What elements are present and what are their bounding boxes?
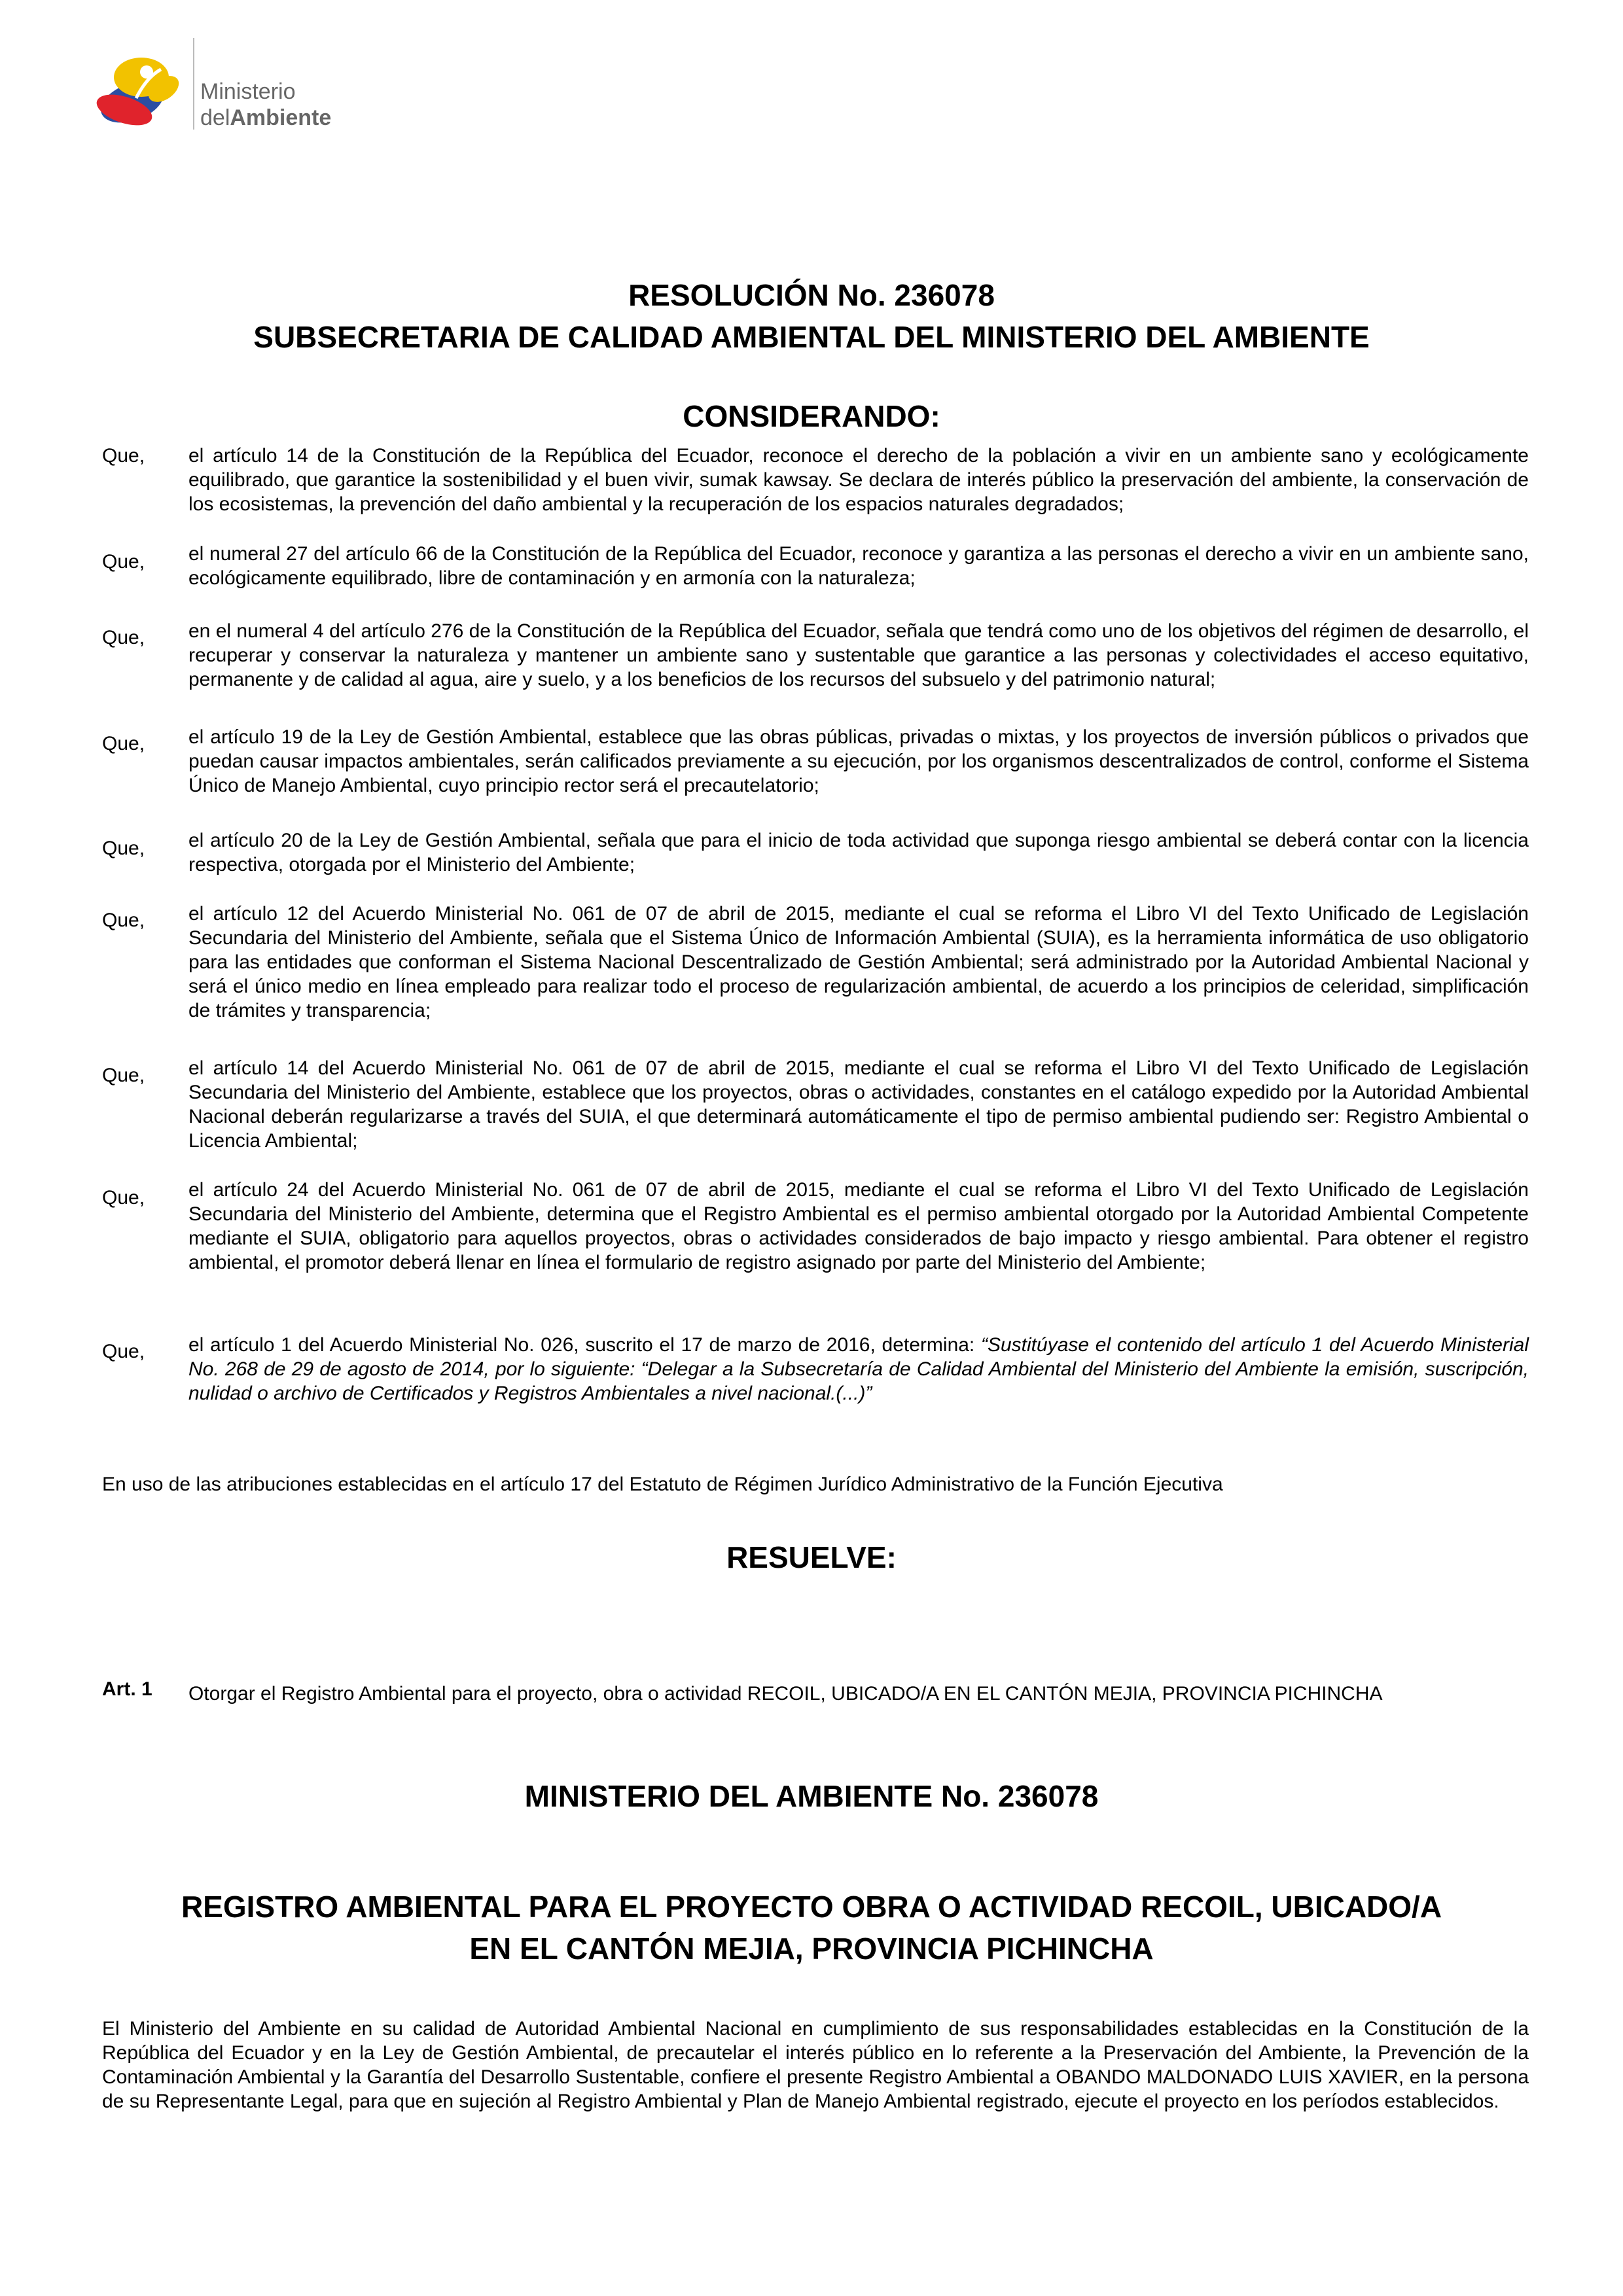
que-label: Que, [102,910,145,931]
logo-line2-bold: Ambiente [230,105,332,130]
considerando-text: el artículo 1 del Acuerdo Ministerial No. 026, suscrito el 17 de marzo de 2016, determina: [188,1334,981,1356]
considerando-paragraph: el artículo 24 del Acuerdo Ministerial No. 061 de 07 de abril de 2015, mediante el cual se reforma el Libro VI del Texto Unificado de Legislación Secundaria del Ministerio del Ambiente, determina que el Registro Ambiental es el permiso ambiental otorgado por la Autoridad Ambiental Competente mediante el SUIA, obligatorio para aquellos proyectos, obras o actividades considerados de bajo impacto y riesgo ambiental. Para obtener el registro ambiental, el promotor deberá llenar en línea el formulario de registro asignado por parte del Ministerio del Ambiente; [188,1179,1529,1273]
que-label: Que, [102,627,145,648]
que-label: Que, [102,1341,145,1362]
final-paragraph: El Ministerio del Ambiente en su calidad de Autoridad Ambiental Nacional en cumplimiento de sus responsabilidades establecidas en la Constitución de la República del Ecuador y en la Ley de Gestión Ambiental, de precautelar el interés público en lo referente a la Preservación del Ambiente, la Prevención de la Contaminación Ambiental y la Garantía del Desarrollo Sustentable, confiere el presente Registro Ambiental a OBANDO MALDONADO LUIS XAVIER, en la persona de su Representante Legal, para que en sujeción al Registro Ambiental y Plan de Manejo Ambiental registrado, ejecute el proyecto en los períodos establecidos. [102,2018,1529,2112]
considerando-paragraph: el artículo 20 de la Ley de Gestión Ambiental, señala que para el inicio de toda actividad que suponga riesgo ambiental se deberá contar con la licencia respectiva, otorgada por el Ministerio del Ambiente; [188,830,1529,875]
considerando-paragraph [188,1333,1529,1405]
que-label: Que, [102,1187,145,1209]
considerando-paragraph: el numeral 27 del artículo 66 de la Constitución de la República del Ecuador, reconoce y garantiza a las personas el derecho a vivir en un ambiente sano, ecológicamente equilibrado, libre de contaminación y en armonía con la naturaleza; [188,543,1529,589]
ministerio-title: MINISTERIO DEL AMBIENTE No. 236078 [524,1779,1099,1813]
considerando-paragraph: en el numeral 4 del artículo 276 de la Constitución de la República del Ecuador, señala que tendrá como uno de los objetivos del régimen de desarrollo, el recuperar y conservar la naturaleza y mantener un ambiente sano y sustentable que garantice a las personas y colectividades el acceso equitativo, permanente y de calidad al agua, aire y suelo, y a los beneficios de los recursos del subsuelo y del patrimonio natural; [188,620,1529,690]
logo-line1: Ministerio [200,79,296,104]
subsecretaria-title: SUBSECRETARIA DE CALIDAD AMBIENTAL DEL MINISTERIO DEL AMBIENTE [253,320,1370,354]
considerando-paragraph: el artículo 12 del Acuerdo Ministerial No. 061 de 07 de abril de 2015, mediante el cual se reforma el Libro VI del Texto Unificado de Legislación Secundaria del Ministerio del Ambiente, señala que el Sistema Único de Información Ambiental (SUIA), es la herramienta informática de uso obligatorio para las entidades que conforman el Sistema Nacional Descentralizado de Gestión Ambiental; será administrado por la Autoridad Ambiental Nacional y será el único medio en línea empleado para realizar todo el proceso de regularización ambiental, de acuerdo a los principios de celeridad, simplificación de trámites y transparencia; [188,903,1529,1021]
considerando-paragraph: el artículo 19 de la Ley de Gestión Ambiental, establece que las obras públicas, privadas o mixtas, y los proyectos de inversión públicos o privados que puedan causar impactos ambientales, serán calificados previamente a su ejecución, por los organismos descentralizados de control, conforme el Sistema Único de Manejo Ambiental, cuyo principio rector será el precautelatorio; [188,726,1529,796]
que-label: Que, [102,838,145,859]
registro-title-line1: REGISTRO AMBIENTAL PARA EL PROYECTO OBRA O ACTIVIDAD RECOIL, UBICADO/A [181,1890,1442,1924]
atribuciones-text: En uso de las atribuciones establecidas en el artículo 17 del Estatuto de Régimen Jurídico Administrativo de la Función Ejecutiva [102,1474,1223,1495]
considerando-quote: “Sustitúyase el contenido del artículo 1 del Acuerdo Ministerial No. 268 de 29 de agosto de 2014, por lo siguiente: “Delegar a la Subsecretaría de Calidad Ambiental del Ministerio del Ambiente la emisión, suscripción, nulidad o archivo de Certificados y Registros Ambientales a nivel nacional.(...)” [188,1334,1529,1404]
que-label: Que, [102,1065,145,1086]
considerando-paragraph: el artículo 14 del Acuerdo Ministerial No. 061 de 07 de abril de 2015, mediante el cual se reforma el Libro VI del Texto Unificado de Legislación Secundaria del Ministerio del Ambiente, establece que los proyectos, obras o actividades, constantes en el catálogo expedido por la Autoridad Ambiental Nacional deberán regularizarse a través del SUIA, el que determinará automáticamente el tipo de permiso ambiental pudiendo ser: Registro Ambiental o Licencia Ambiental; [188,1057,1529,1152]
ministerio-logo [84,38,359,143]
que-label: Que, [102,551,145,573]
registro-title-line2: EN EL CANTÓN MEJIA, PROVINCIA PICHINCHA [469,1932,1154,1966]
considerando-paragraph: el artículo 14 de la Constitución de la República del Ecuador, reconoce el derecho de la población a vivir en un ambiente sano y ecológicamente equilibrado, que garantice la sostenibilidad y el buen vivir, sumak kawsay. Se declara de interés público la preservación del ambiente, la conservación de los ecosistemas, la prevención del daño ambiental y la recuperación de los espacios naturales degradados; [188,445,1529,515]
resuelve-heading: RESUELVE: [726,1540,897,1574]
que-label: Que, [102,733,145,754]
considerando-heading: CONSIDERANDO: [683,399,940,433]
que-label: Que, [102,445,145,467]
article-text: Otorgar el Registro Ambiental para el proyecto, obra o actividad RECOIL, UBICADO/A EN EL CANTÓN MEJIA, PROVINCIA PICHINCHA [188,1683,1383,1704]
resolution-title: RESOLUCIÓN No. 236078 [628,278,995,312]
logo-line2-prefix: del [200,105,230,130]
article-label: Art. 1 [102,1678,152,1700]
